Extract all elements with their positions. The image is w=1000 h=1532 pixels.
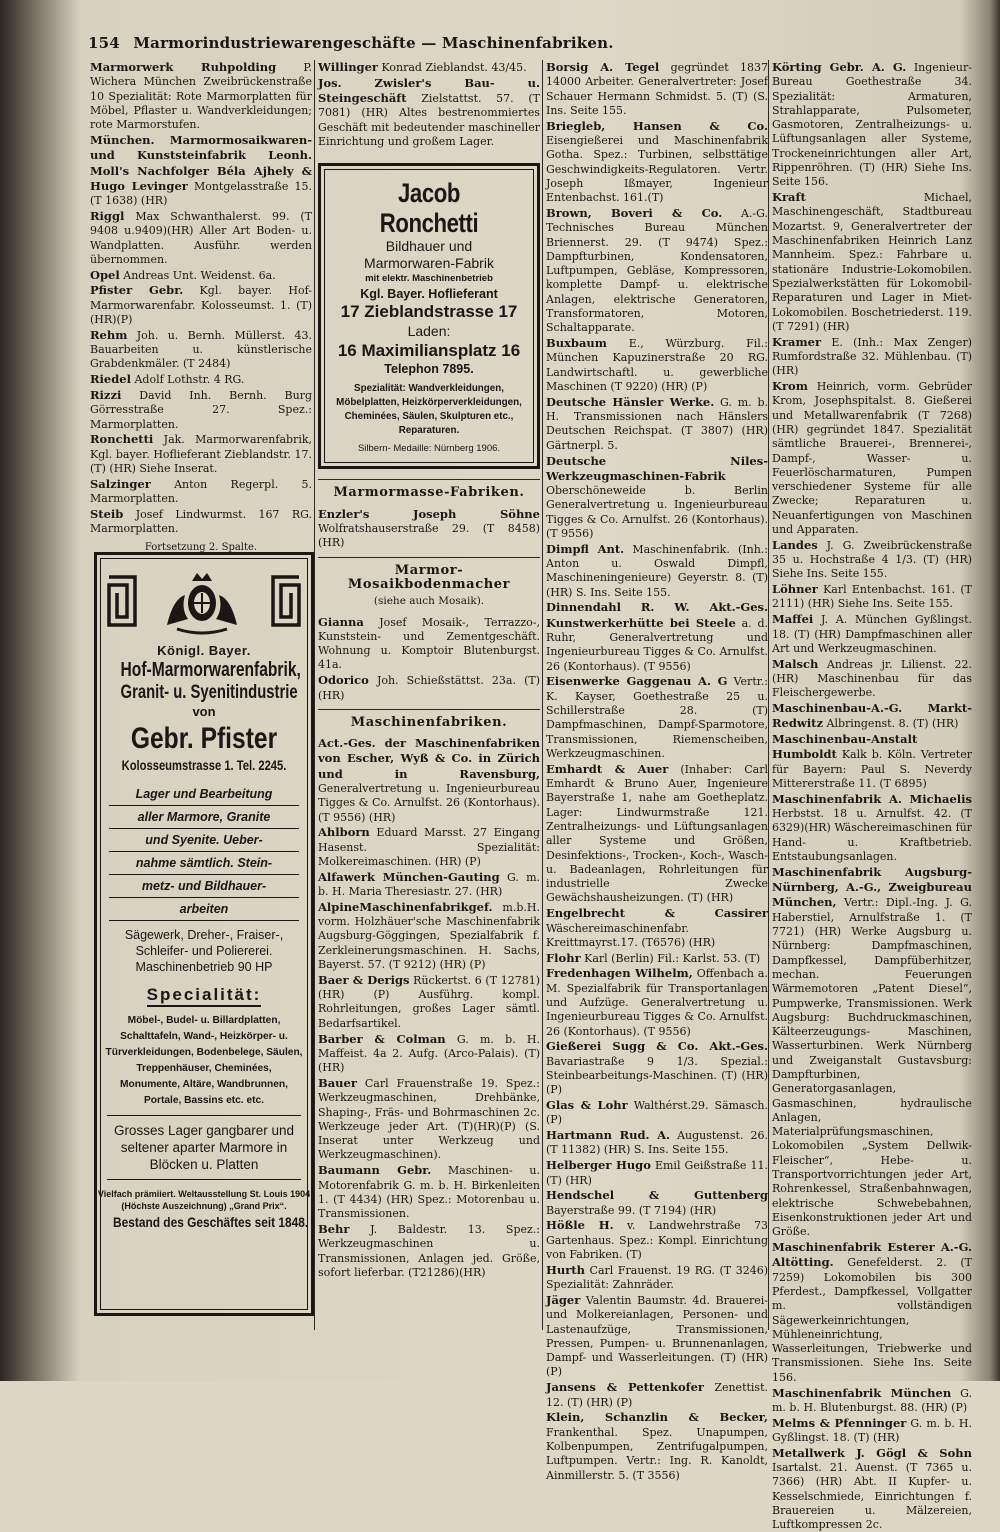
entry-text: David Inh. Bernh. Burg Görresstraße 27. Spez.: Marmorplatten. <box>90 389 312 431</box>
entry-name: Maschinenbau-A.-G. Markt-Redwitz <box>772 701 972 731</box>
ad-spec-text: Möbel-, Budel- u. Billardplatten, Schalttafeln, Wand-, Heizkörper- u. Türverkleidungen, Bodenbelege, Säulen, Treppenhäuser, Cheminées, Monumente, Altäre, Wandbrunnen, Portale, Bassins etc. etc. <box>105 1015 303 1106</box>
directory-entry <box>90 328 312 372</box>
entry-text: Josef Mosaik-, Terrazzo-, Kunststein- und Zementgeschäft. Wohnung u. Komptoir Blutenburgst. 41a. <box>318 615 540 672</box>
directory-entry <box>318 615 540 673</box>
directory-entry <box>772 1386 972 1416</box>
entry-name: Löhner <box>772 582 818 597</box>
ad-since: Bestand des Geschäftes seit 1848. <box>113 1214 309 1230</box>
directory-entry <box>318 736 540 825</box>
entry-name: Landes <box>772 537 818 552</box>
entry-text: Adolf Lothstr. 4 RG. <box>130 373 245 387</box>
directory-entry <box>772 582 972 612</box>
entry-name: Bauer <box>318 1075 357 1090</box>
ad-divider <box>107 1179 301 1180</box>
entry-text: P. Wichera München Zweibrückenstraße 10 Spezialität: Rote Marmorplatten für Möbel, Pflaster u. Wandverkleidungen; rote Marmorstufen. <box>90 61 313 132</box>
greek-key-icon <box>107 575 137 627</box>
ad-line: Kgl. Bayer. Hoflieferant <box>360 286 498 301</box>
entry-text: Eduard Marsst. 27 Eingang Hasenst. Spezialität: Molkereimaschinen. (HR) (P) <box>318 826 540 868</box>
entry-name: Gießerei Sugg & Co. Akt.-Ges. <box>546 1039 768 1054</box>
entry-list <box>90 60 312 537</box>
entry-name: Marmorwerk Ruhpolding <box>90 60 277 74</box>
directory-entry <box>772 190 972 334</box>
entry-text: J. G. Zweibrückenstraße 35 u. Hochstraße 4 1/3. (T) (HR) Siehe Ins. Seite 155. <box>772 538 972 581</box>
directory-entry <box>318 507 540 551</box>
directory-entry <box>546 336 768 394</box>
entry-text: Karl Entenbachst. 161. (T 2111) (HR) Siehe Ins. Seite 155. <box>772 583 972 611</box>
entry-name: Act.-Ges. der Maschinenfabriken von Escher, Wyß & Co. in Zürich und in Ravensburg, <box>318 736 540 781</box>
ad-address: Kolosseumstrasse 1. Tel. 2245. <box>121 757 287 773</box>
entry-text: Zenettist. 12. (T) (HR) (P) <box>546 1381 768 1409</box>
directory-entry <box>546 600 768 673</box>
section-divider <box>318 709 540 710</box>
directory-entry <box>772 865 972 1240</box>
column-2 <box>318 60 540 1340</box>
directory-entry <box>772 612 972 656</box>
entry-name: Ahlborn <box>318 825 370 840</box>
entry-text: Valentin Baumstr. 4d. Brauerei- und Molkereianlagen, Personen- und Lastenaufzüge, Transmissionen, Pressen, Pumpen- u. Brunnenanlagen, Dampf- und Wasserleitungen. (T) (HR) (P) <box>546 1293 768 1379</box>
section-heading: Maschinenfabriken. <box>350 714 508 730</box>
directory-entry <box>546 906 768 950</box>
directory-entry <box>546 1380 768 1410</box>
directory-entry <box>772 335 972 379</box>
entry-text: Zielstattst. 57. (T 7081) (HR) Altes bestrenommiertes Geschäft mit bedeutender maschineller Einrichtung und großem Lager. <box>318 92 540 148</box>
entry-name: Brown, Boveri & Co. <box>546 205 723 220</box>
directory-entry <box>318 870 540 900</box>
entry-text: Vertr.: K. Kayser, Goethestraße 25 u. Schillerstraße 28. (T) Dampfmaschinen, Dampf-Sparmotore, Transmissionen, Riemenscheiben, Werkzeugmaschinen. <box>546 675 768 760</box>
entry-name: Borsig A. Tegel <box>546 60 660 74</box>
ad-line: aller Marmore, Granite <box>109 806 299 829</box>
entry-name: Kramer <box>772 334 822 349</box>
directory-entry <box>318 1222 540 1280</box>
entry-name: Deutsche Niles-Werkzeugmaschinen-Fabrik <box>546 453 768 483</box>
entry-name: Maschinenfabrik München <box>772 1385 952 1400</box>
column-4 <box>772 60 972 1532</box>
entry-name: Ronchetti <box>90 432 154 447</box>
directory-entry <box>318 1032 540 1076</box>
entry-list <box>772 60 972 1532</box>
entry-name: Metallwerk J. Gögl & Sohn <box>772 1445 972 1460</box>
entry-name: Buxbaum <box>546 336 607 351</box>
directory-entry <box>90 209 312 267</box>
ad-address: 17 Zieblandstrasse 17 <box>340 301 518 321</box>
entry-text: (Inhaber: Carl Emhardt & Bruno Auer, Ingenieure Bayerstraße 1, nahe am Goetheplatz. Lager: Lindwurmstraße 121. Zentralheizungs- und Lüftungsanlagen aller Systeme und Größen, Desinfektions-, Trocken-, Koch-, Wasch- u. Badeanlagen, Rohrleitungen für industrielle Zwecke Gewächshausheizungen. (T) (HR) <box>546 762 768 905</box>
entry-text: Karl (Berlin) Fil.: Karlst. 53. (T) <box>580 951 761 965</box>
ad-phone: Telephon 7895. <box>384 361 474 376</box>
entry-text: Montgelasstraße 15. (T 1638) (HR) <box>90 179 312 208</box>
directory-entry <box>546 1128 768 1158</box>
entry-name: Malsch <box>772 656 819 671</box>
column-1 <box>90 60 313 553</box>
directory-entry <box>546 1218 768 1262</box>
entry-text: Genefelderst. 2. (T 7259) Lokomobilen bis 300 Pferdest., Dampfkessel, Vollgatter m. vollständigen Sägewerkeinrichtungen, Mühleneinrichtung, Wasserleitungen, Triebwerke und Transmissionen. Siehe Ins. Seite 156. <box>772 1256 972 1384</box>
entry-text: G. m. b. H. Blutenburgst. 88. (HR) (P) <box>772 1386 972 1414</box>
directory-entry <box>772 792 972 864</box>
entry-text: J. A. München Gyßlingst. 18. (T) (HR) Dampfmaschinen aller Art und Werkzeugmaschinen. <box>772 613 972 655</box>
ad-line: Laden: <box>407 322 451 339</box>
entry-name: Behr <box>318 1221 350 1236</box>
entry-text: Augustenst. 26. (T 11382) (HR) S. Ins. Seite 155. <box>546 1129 768 1157</box>
entry-name: Maschinenfabrik A. Michaelis <box>772 791 972 806</box>
entry-text: Bavariastraße 9 1/3. Spezial.: Steinbearbeitungs-Maschinen. (T) (HR) (P) <box>546 1054 768 1097</box>
entry-text: Vertr.: Dipl.-Ing. J. G. Haberstiel, Arnulfstraße 1. (T 7721) (HR) Werke Augsburg u. Nürnberg: Dampfmaschinen, Dampfkessel, Dampfüberhitzer, mechan. Feuerungen Wärmemotoren „Patent Diesel“, Pumpwerke, Transmissionen. Werk Augsburg: Buchdruckmaschinen, Kälteerzeugungs- Maschinen, Wasserturbinen. Werk Nürnberg und Zweiganstalt Gustavsburg: Dampfturbinen, Generatorgasanlagen, Gasmaschinen, hydraulische Anlagen, Materialprüfungsmaschinen, Lokomobilen „System Dellwik-Fleischer“, Hebe- u. Transportvorrichtungen jeder Art, Rohrenkessel, Straßenbahnwagen, elektrische Schwebebahnen, Eisenkonstruktionen jeder Art und Größe. <box>772 896 972 1239</box>
entry-name: Gianna <box>318 614 364 629</box>
entry-name: Barber & Colman <box>318 1031 446 1046</box>
directory-entry <box>90 372 312 387</box>
directory-entry <box>772 657 972 701</box>
section-heading: Marmor-Mosaikbodenmacher <box>347 562 511 592</box>
entry-name: Riedel <box>90 372 131 387</box>
column-divider <box>314 60 315 1330</box>
directory-entry <box>772 60 972 190</box>
entry-name: Rizzi <box>90 388 122 403</box>
directory-entry <box>318 673 540 703</box>
directory-entry <box>546 1293 768 1380</box>
directory-entry <box>90 388 312 432</box>
continuation-note: Fortsetzung 2. Spalte. <box>144 541 258 553</box>
directory-entry <box>772 732 972 791</box>
entry-text: Joh. u. Bernh. Müllerst. 43. Bauarbeiten u. künstlerische Grabdenkmäler. (T 2484) <box>90 328 312 371</box>
entry-name: Jäger <box>546 1292 581 1307</box>
entry-name: Hartmann Rud. A. <box>546 1128 671 1143</box>
entry-text: Carl Frauenst. 19 RG. (T 3246) Spezialität: Zahnräder. <box>546 1263 768 1292</box>
directory-entry <box>318 76 540 149</box>
entry-text: Jak. Marmorwarenfabrik, Kgl. bayer. Hoflieferant Zieblandstr. 17. (T) (HR) Siehe Inserat. <box>90 433 312 476</box>
entry-text: Frankenthal. Spez. Unapumpen, Kolbenpumpen, Zentrifugalpumpen, Luftpumpen. Vertr.: Ing. R. Kanoldt, Ainmillerstr. 5. (T 3556) <box>546 1425 768 1482</box>
entry-name: Maffei <box>772 612 814 627</box>
directory-entry <box>546 454 768 542</box>
entry-name: Opel <box>90 267 120 282</box>
directory-entry <box>318 825 540 869</box>
column-divider <box>768 60 769 1330</box>
entry-name: Emhardt & Auer <box>546 761 669 776</box>
directory-entry <box>772 701 972 732</box>
entry-name: Maschinenfabrik Esterer A.-G. Altötting. <box>772 1240 972 1270</box>
entry-name: Flohr <box>546 950 581 965</box>
ad-spec-heading: Specialität: <box>147 985 262 1007</box>
entry-name: Dimpfl Ant. <box>546 541 625 556</box>
entry-text: G. m. b. H. Maria Theresiastr. 27. (HR) <box>318 870 541 899</box>
directory-entry <box>90 133 312 208</box>
entry-text: Walthérst.29. Sämasch. (P) <box>546 1099 768 1127</box>
entry-text: m.b.H. vorm. Holzhäuer'sche Maschinenfabrik Augsburg-Göggingen, Spezialfabrik f. Zerkleinerungsmaschinen. H. Sachs, Bayerst. 57. (T 9212) (HR) (P) <box>318 900 540 972</box>
entry-text: Konrad Zieblandst. 43/45. <box>377 61 527 74</box>
directory-entry <box>546 1098 768 1128</box>
entry-text: G. m. b. H. Maffeist. 4a 2. Aufg. (Arco-Palais). (T) (HR) <box>318 1032 541 1075</box>
entry-list <box>318 507 540 551</box>
entry-text: Eisengießerei und Maschinenfabrik Gotha. Spez.: Turbinen, selbsttätige Geschwindigkeits-Regulatoren. Vertr. Joseph Ißmayer, Ingenieur Entenbachst. 161.(T) <box>546 133 768 205</box>
entry-text: Albringenst. 8. (T) (HR) <box>823 717 959 731</box>
column-3 <box>546 60 768 1482</box>
entry-text: G. m. b. H. Gyßlingst. 18. (T) (HR) <box>772 1416 972 1444</box>
entry-name: Fredenhagen Wilhelm, <box>546 966 693 981</box>
column-divider <box>542 60 543 1330</box>
entry-text: Kgl. bayer. Hof-Marmorwarenfabr. Kolosseumst. 1. (T)(HR)(P) <box>90 284 312 327</box>
directory-entry <box>90 283 312 327</box>
entry-text: E., Würzburg. Fil.: München Kapuzinerstraße 20 RG. Landwirtschaftl. u. gewerbliche Maschinen (T 9220) (HR) (P) <box>546 337 768 394</box>
entry-list <box>546 60 768 1483</box>
entry-text: Heinrich, vorm. Gebrüder Krom, Josephspitalst. 8. Gießerei und Metallwarenfabrik (T 7268) (HR) gegründet 1847. Spezialität sämtliche Brauerei-, Brennerei-, Dampf-, Wasser- u. Feuerlöscharmaturen, Pumpen verschiedener Systeme für alle Zwecke; Reparaturen u. Neuanfertigungen von Maschinen und Apparaten. <box>772 380 972 536</box>
directory-entry <box>772 1416 972 1446</box>
entry-name: Deutsche Hänsler Werke. <box>546 394 715 409</box>
section-heading: Marmormasse-Fabriken. <box>333 485 525 501</box>
entry-name: Hößle H. <box>546 1218 614 1233</box>
directory-entry <box>90 268 312 283</box>
entry-text: E. (Inh.: Max Zenger) Rumfordstraße 32. Mühlenbau. (T) (HR) <box>772 335 972 378</box>
directory-entry <box>546 1410 768 1482</box>
directory-entry <box>90 60 312 132</box>
ad-stock: Grosses Lager gangbarer und seltener aparter Marmore in Blöcken u. Platten <box>113 1123 295 1172</box>
entry-text: v. Landwehrstraße 73 Gartenhaus. Spez.: Kompl. Einrichtung von Fabriken. (T) <box>546 1219 768 1262</box>
ad-medal: Silbern- Medaille: Nürnberg 1906. <box>357 443 501 455</box>
entry-name: Alfawerk München-Gauting <box>318 869 500 884</box>
entry-name: Kraft <box>772 190 806 205</box>
ad-awards: Vielfach prämiiert. Weltausstellung St. Louis 1904 (Höchste Auszeichnung) „Grand Prix“. <box>97 1189 311 1211</box>
ronchetti-advertisement <box>318 163 540 469</box>
entry-text: Andreas Unt. Weidenst. 6a. <box>119 268 276 282</box>
ad-underlined-lines <box>109 783 299 921</box>
entry-text: Generalvertretung u. Ingenieurbureau Tigges & Co. Arnulfst. 26 (Kontorhaus). (T 9556) (HR) <box>318 782 540 824</box>
entry-name: Klein, Schanzlin & Becker, <box>546 1410 768 1425</box>
entry-name: Jansens & Pettenkofer <box>546 1380 704 1395</box>
ad-line: Hof-Marmorwarenfabrik, <box>120 659 301 681</box>
entry-name: Willinger <box>318 60 378 74</box>
ad-line: nahme sämtlich. Stein- <box>109 852 299 875</box>
directory-entry <box>546 951 768 966</box>
ad-divider <box>107 1115 301 1116</box>
entry-name: Dinnendahl R. W. Akt.-Ges. Kunstwerkerhütte bei Steele <box>546 600 768 630</box>
entry-text: J. Baldestr. 13. Spez.: Werkzeugmaschinen u. Transmissionen, Anlagen jed. Größe, sofort lieferbar. (T21286)(HR) <box>318 1222 540 1279</box>
page-number: 154 <box>88 34 120 52</box>
entry-name: Rehm <box>90 327 128 342</box>
entry-name: Helberger Hugo <box>546 1158 651 1173</box>
entry-text: Josef Lindwurmst. 167 RG. Marmorplatten. <box>90 507 312 536</box>
directory-entry <box>546 1263 768 1293</box>
entry-name: Eisenwerke Gaggenau A. G <box>546 674 728 689</box>
ad-address: 16 Maximiliansplatz 16 <box>337 340 521 360</box>
entry-name: Hurth <box>546 1262 585 1277</box>
entry-text: Oberschöneweide b. Berlin Generalvertretung u. Ingenieurbureau Tigges & Co. Arnulfst. 26 (Kontorhaus). (T 9556) <box>546 484 768 540</box>
entry-name: Krom <box>772 379 808 394</box>
entry-name: Odorico <box>318 673 369 688</box>
entry-name: Maschinenbau-Anstalt Humboldt <box>772 732 918 762</box>
entry-text: Emil Geißstraße 11. (T) (HR) <box>546 1159 768 1187</box>
entry-name: AlpineMaschinenfabrikgef. <box>318 899 493 914</box>
ad-line: Bildhauer und <box>385 238 473 255</box>
ad-line: Granit- u. Syenitindustrie <box>120 682 298 703</box>
directory-entry <box>318 973 540 1031</box>
directory-entry <box>546 206 768 336</box>
greek-key-icon <box>271 575 301 627</box>
entry-name: Enzler's Joseph Söhne <box>318 506 540 521</box>
directory-entry <box>546 1039 768 1097</box>
directory-entry <box>546 119 768 206</box>
entry-name: Steib <box>90 506 124 521</box>
entry-name: Baer & Derigs <box>318 972 410 987</box>
directory-entry <box>772 1446 972 1532</box>
directory-entry <box>318 1163 540 1221</box>
royal-coat-of-arms-icon <box>159 569 245 637</box>
entry-text: Bayerstraße 99. (T 7194) (HR) <box>546 1203 717 1217</box>
directory-entry <box>90 432 312 476</box>
entry-text: G. m. b. H. Transmissionen nach Hänslers Deutschen Reichspat. (T 3807) (HR) Gärtnerpl. 5. <box>546 395 768 452</box>
running-head <box>88 34 968 56</box>
directory-entry <box>546 966 768 1038</box>
ad-line: Marmorwaren-Fabrik <box>364 255 494 272</box>
directory-entry <box>546 674 768 761</box>
ad-line: arbeiten <box>109 898 299 921</box>
entry-list <box>318 736 540 1280</box>
section-subheading: (siehe auch Mosaik). <box>373 595 485 608</box>
entry-text: Carl Frauenstraße 19. Spez.: Werkzeugmaschinen, Drehbänke, Shaping-, Fräs- und Bohrmaschinen 2c. Werkzeuge jeder Art. (T)(HR)(P) (S. Inserat unter Werkzeug und Werkzeugmaschinen). <box>318 1076 540 1162</box>
ad-works: Sägewerk, Dreher-, Fraiser-, Schleifer- und Poliererei. Maschinenbetrieb 90 HP <box>124 928 284 974</box>
entry-list <box>318 60 540 149</box>
entry-text: Isartalst. 21. Auenst. (T 7365 u. 7366) (HR) Abt. II Kupfer- u. Kesselschmiede, Einrichtungen f. Brauereien u. Mälzereien, Luftkompressen 2c. <box>772 1461 972 1532</box>
directory-entry <box>546 542 768 600</box>
directory-entry <box>772 1240 972 1385</box>
directory-entry <box>546 395 768 453</box>
entry-text: Andreas jr. Lilienst. 22. (HR) Maschinenbau für das Fleischergewerbe. <box>772 657 972 700</box>
entry-text: Joh. Schießstättst. 23a. (T) (HR) <box>318 674 540 702</box>
entry-name: Pfister Gebr. <box>90 283 184 298</box>
directory-entry <box>90 477 312 507</box>
entry-name: München. Marmormosaikwaren- und Kunststeinfabrik Leonh. Moll's Nachfolger Béla Ajhely & Hugo Levinger <box>90 132 312 193</box>
entry-text: Max Schwanthalerst. 99. (T 9408 u.9409)(HR) Aller Art Boden- u. Wandplatten. Ausführ. werden übernommen. <box>90 209 312 266</box>
entry-name: Jos. Zwisler's Bau- u. Steingeschäft <box>318 75 540 106</box>
directory-entry <box>318 900 540 972</box>
ad-line: mit elektr. Maschinenbetrieb <box>365 273 493 285</box>
entry-text: Kalk b. Köln. Vertreter für Bayern: Paul S. Neverdy Mittererstraße 11. (T 6895) <box>772 748 972 791</box>
ad-ornament-row <box>97 569 311 639</box>
entry-text: Wolfratshauserstraße 29. (T 8458) (HR) <box>318 522 540 550</box>
entry-text: A.-G. Technisches Bureau München Briennerst. 29. (T 9474) Spez.: Dampfturbinen, Kondensatoren, Luftpumpen, Gebläse, Kompressoren, komplette Dampf- u. elektrische Anlagen, elektrische Generatoren, Transformatoren, Motoren, Schaltapparate. <box>546 206 768 335</box>
entry-text: Michael, Maschinengeschäft, Stadtbureau Mozartst. 9, Generalvertreter der Maschinenfabriken Heinrich Lanz Mannheim. Spez.: Fahrbare u. stationäre Industrie-Lokomobilen. Spezialwerkstätten für Lokomobil-Reparaturen und Lager in Miet-Lokomobilen. Boschetriederst. 119. (T 7291) (HR) <box>772 191 972 333</box>
entry-name: Melms & Pfenninger <box>772 1415 907 1430</box>
ad-firm-name: Gebr. Pfister <box>130 722 278 755</box>
entry-name: Salzinger <box>90 476 151 491</box>
entry-name: Hendschel & Guttenberg <box>546 1188 768 1203</box>
ad-line: Lager und Bearbeitung <box>109 783 299 806</box>
directory-entry <box>772 538 972 582</box>
ad-line: metz- und Bildhauer- <box>109 875 299 898</box>
directory-entry <box>546 762 768 906</box>
pfister-advertisement <box>94 552 314 1316</box>
entry-list <box>318 615 540 703</box>
entry-text: Offenbach a. M. Spezialfabrik für Transportanlagen und Aufzüge. Generalvertretung u. Ingenieurbureau Tigges & Co. Arnulfst. 26 (Kontorhaus). (T 9556) <box>546 967 768 1038</box>
entry-name: Riggl <box>90 208 125 223</box>
entry-text: a. d. Ruhr, Generalvertretung und Ingenieurbureau Tigges & Co. Arnulfst. 26 (Kontorhaus). (T 9556) <box>546 616 768 673</box>
entry-name: Körting Gebr. A. G. <box>772 60 907 74</box>
page-title: Marmorindustriewarengeschäfte — Maschinenfabriken. <box>133 34 614 52</box>
section-divider <box>318 557 540 558</box>
entry-name: Briegleb, Hansen & Co. <box>546 118 768 133</box>
entry-name: Glas & Lohr <box>546 1098 628 1113</box>
ad-line: und Syenite. Ueber- <box>109 829 299 852</box>
directory-entry <box>772 379 972 537</box>
entry-text: Rückertst. 6 (T 12781) (HR) (P) Ausführg. kompl. Rohrleitungen, großes Lager sämtl. Bedarfsartikel. <box>318 973 540 1030</box>
section-divider <box>318 479 540 480</box>
directory-entry <box>546 60 768 118</box>
ad-firm-name: Jacob Ronchetti <box>379 178 479 239</box>
entry-name: Maschinenfabrik Augsburg-Nürnberg, A.-G., Zweigbureau München, <box>772 864 972 910</box>
entry-name: Baumann Gebr. <box>318 1163 432 1178</box>
directory-entry <box>318 60 540 75</box>
directory-entry <box>318 1076 540 1163</box>
entry-text: Wäschereimaschinenfabr. Kreittmayrst.17. (T6576) (HR) <box>546 921 716 949</box>
ad-line: Königl. Bayer. <box>157 643 251 658</box>
entry-text: Herbstst. 18 u. Arnulfst. 42. (T 6329)(HR) Wäschereimaschinen für Hand- u. Kraftbetrieb. Entstaubungsanlagen. <box>772 807 972 864</box>
entry-text: Maschinen- u. Motorenfabrik G. m. b. H. Birkenleiten 1. (T 4434) (HR) Spez.: Motorenbau u. Transmissionen. <box>318 1164 540 1221</box>
entry-name: Engelbrecht & Cassirer <box>546 906 768 921</box>
entry-text: Anton Regerpl. 5. Marmorplatten. <box>90 477 312 506</box>
ad-line: von <box>192 704 216 719</box>
entry-text: gegründet 1837 14000 Arbeiter. Generalvertreter: Josef Schauer Hermann Schmidst. 5. (T) (S. Ins. Seite 155. <box>546 61 768 117</box>
entry-text: Ingenieur-Bureau Goethestraße 34. Spezialität: Armaturen, Strahlapparate, Pulsometer, Gasmotoren, Zentralheizungs- u. Lüftungsanlagen aller Systeme, Trockeneinrichtungen aller Art, Rippenröhren. (T) (HR) Siehe Ins. Seite 156. <box>772 61 972 189</box>
ad-spec-text: Spezialität: Wandverkleidungen, Möbelplatten, Heizkörperverkleidungen, Cheminées, Säulen, Skulpturen etc., Reparaturen. <box>336 383 522 437</box>
entry-text: Maschinenfabrik. (Inh.: Anton u. Oswald Dimpfl, Maschineningenieure) Geyerstr. 8. (T) (HR) S. Ins. Seite 155. <box>546 542 768 599</box>
directory-entry <box>546 1158 768 1188</box>
directory-entry <box>546 1188 768 1218</box>
directory-entry <box>90 507 312 537</box>
